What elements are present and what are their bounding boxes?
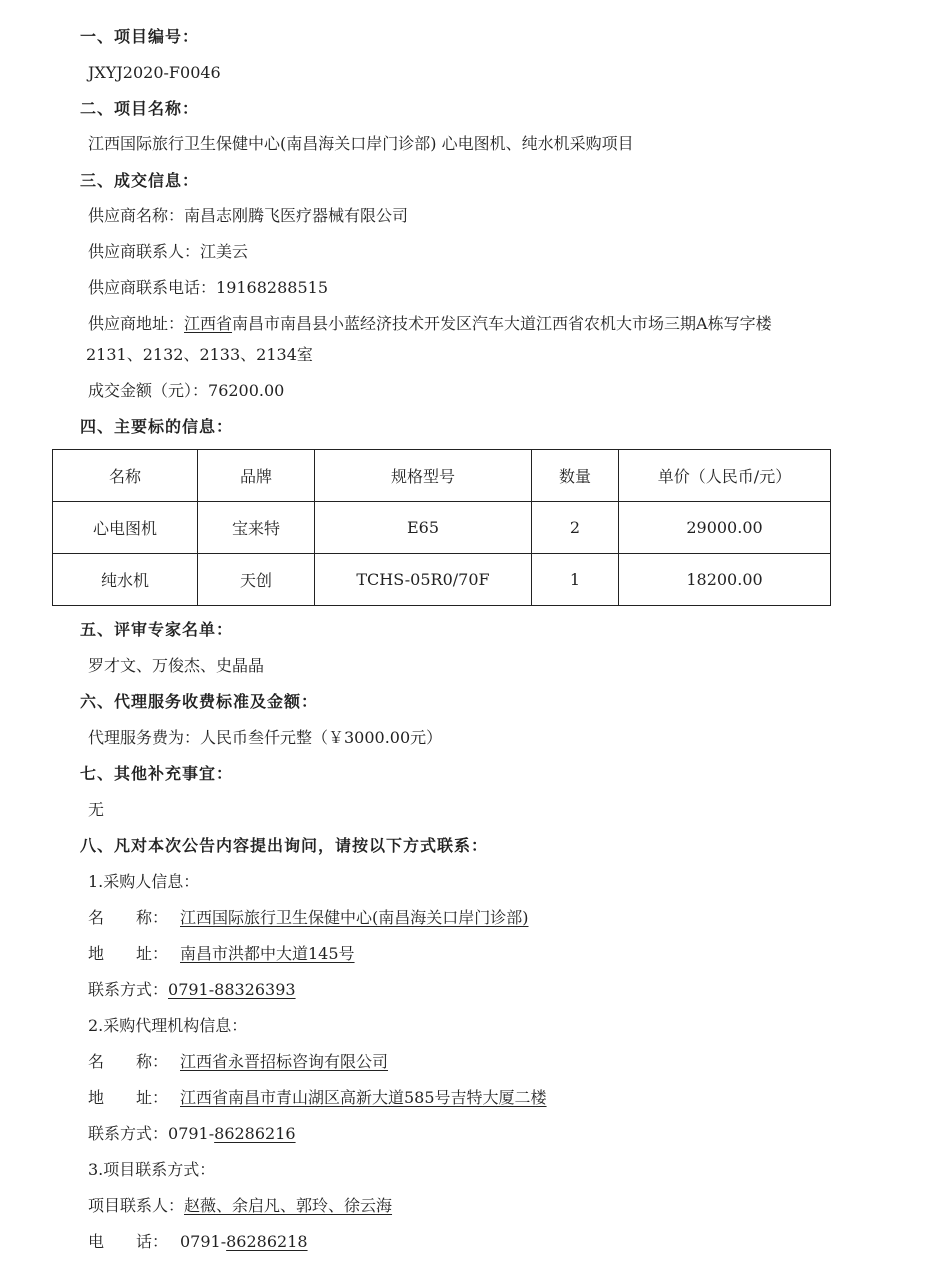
table-cell: 18200.00 (619, 554, 831, 606)
deal-amount-label: 成交金额（元）： (88, 381, 209, 400)
table-cell: 天创 (198, 554, 315, 606)
agency-fee: 代理服务费为：人民币叁仟元整（￥3000.00元） (88, 728, 443, 747)
purchaser-name-link[interactable]: 江西国际旅行卫生保健中心(南昌海关口岸门诊部) (180, 908, 529, 927)
project-people-label: 项目联系人： (88, 1196, 185, 1215)
table-row (53, 554, 831, 606)
supplier-name-label: 供应商名称： (88, 206, 185, 225)
table-cell: 心电图机 (53, 502, 198, 554)
agency-address-link[interactable]: 江西省南昌市青山湖区高新大道585号吉特大厦二楼 (180, 1088, 547, 1107)
supplier-name: 南昌志刚腾飞医疗器械有限公司 (184, 206, 409, 225)
supplier-name-row (88, 205, 408, 227)
project-phone-label: 电 话： (88, 1232, 169, 1251)
purchaser-contact-label: 联系方式： (88, 980, 169, 999)
section-heading-project-name: 二、项目名称： (80, 99, 200, 118)
table-cell: 29000.00 (619, 502, 831, 554)
table-cell: 1 (532, 554, 619, 606)
agency-title: 2.采购代理机构信息： (88, 1016, 248, 1035)
supplier-phone: 19168288515 (216, 278, 328, 297)
section-heading-project-number: 一、项目编号： (80, 27, 200, 46)
purchaser-contact-link[interactable]: 0791-88326393 (168, 980, 296, 999)
supplier-phone-label: 供应商联系电话： (88, 278, 217, 297)
agency-name-row (88, 1051, 388, 1073)
purchaser-address-label: 地 址： (88, 944, 169, 963)
table-cell: 纯水机 (53, 554, 198, 606)
section-heading-other: 七、其他补充事宜： (80, 764, 234, 783)
supplier-address-line2: 2131、2132、2133、2134室 (86, 345, 313, 364)
project-people-row (88, 1195, 392, 1217)
column-header: 单价（人民币/元） (619, 450, 831, 502)
agency-address-label: 地 址： (88, 1088, 169, 1107)
project-number: JXYJ2020-F0046 (88, 63, 221, 82)
project-phone-row (88, 1231, 308, 1253)
project-contact-title: 3.项目联系方式： (88, 1160, 216, 1179)
section-heading-main-items: 四、主要标的信息： (80, 417, 234, 436)
other-matters: 无 (88, 800, 105, 819)
agency-name-link[interactable]: 江西省永晋招标咨询有限公司 (180, 1052, 389, 1071)
section-heading-deal-info: 三、成交信息： (80, 171, 200, 190)
table-cell: 2 (532, 502, 619, 554)
supplier-contact-label: 供应商联系人： (88, 242, 201, 261)
section-heading-agency-fee: 六、代理服务收费标准及金额： (80, 692, 319, 711)
supplier-contact: 江美云 (200, 242, 249, 261)
table-cell: TCHS-05R0/70F (315, 554, 532, 606)
column-header: 规格型号 (315, 450, 532, 502)
column-header: 名称 (53, 450, 198, 502)
supplier-address: 南昌市南昌县小蓝经济技术开发区汽车大道江西省农机大市场三期A栋写字楼 (232, 314, 772, 333)
project-phone-prefix: 0791- (180, 1232, 227, 1251)
purchaser-address-row (88, 943, 355, 965)
purchaser-name-row (88, 907, 529, 929)
agency-contact-prefix: 0791- (168, 1124, 215, 1143)
agency-name-label: 名 称： (88, 1052, 169, 1071)
supplier-address-label: 供应商地址： (88, 314, 185, 333)
project-name: 江西国际旅行卫生保健中心(南昌海关口岸门诊部) 心电图机、纯水机采购项目 (88, 134, 634, 153)
project-people-link[interactable]: 赵薇、余启凡、郭玲、徐云海 (184, 1196, 393, 1215)
section-heading-experts: 五、评审专家名单： (80, 620, 234, 639)
table-header-row (53, 450, 831, 502)
supplier-contact-row (88, 241, 248, 263)
column-header: 数量 (532, 450, 619, 502)
items-table (52, 449, 831, 606)
project-phone-link[interactable]: 86286218 (226, 1232, 308, 1251)
agency-contact-row (88, 1123, 296, 1145)
purchaser-name-label: 名 称： (88, 908, 169, 927)
table-cell: E65 (315, 502, 532, 554)
column-header: 品牌 (198, 450, 315, 502)
purchaser-contact-row (88, 979, 296, 1001)
table-cell: 宝来特 (198, 502, 315, 554)
agency-contact-link[interactable]: 86286216 (214, 1124, 296, 1143)
agency-contact-label: 联系方式： (88, 1124, 169, 1143)
supplier-address-row (88, 313, 772, 335)
purchaser-address-link[interactable]: 南昌市洪都中大道145号 (180, 944, 355, 963)
supplier-phone-row (88, 277, 328, 299)
deal-amount: 76200.00 (208, 381, 285, 400)
expert-list: 罗才文、万俊杰、史晶晶 (88, 656, 265, 675)
purchaser-title: 1.采购人信息： (88, 872, 200, 891)
agency-address-row (88, 1087, 547, 1109)
supplier-address-province-link[interactable]: 江西省 (184, 314, 233, 333)
deal-amount-row (88, 380, 284, 402)
section-heading-contacts: 八、凡对本次公告内容提出询问，请按以下方式联系： (80, 836, 489, 855)
table-row (53, 502, 831, 554)
